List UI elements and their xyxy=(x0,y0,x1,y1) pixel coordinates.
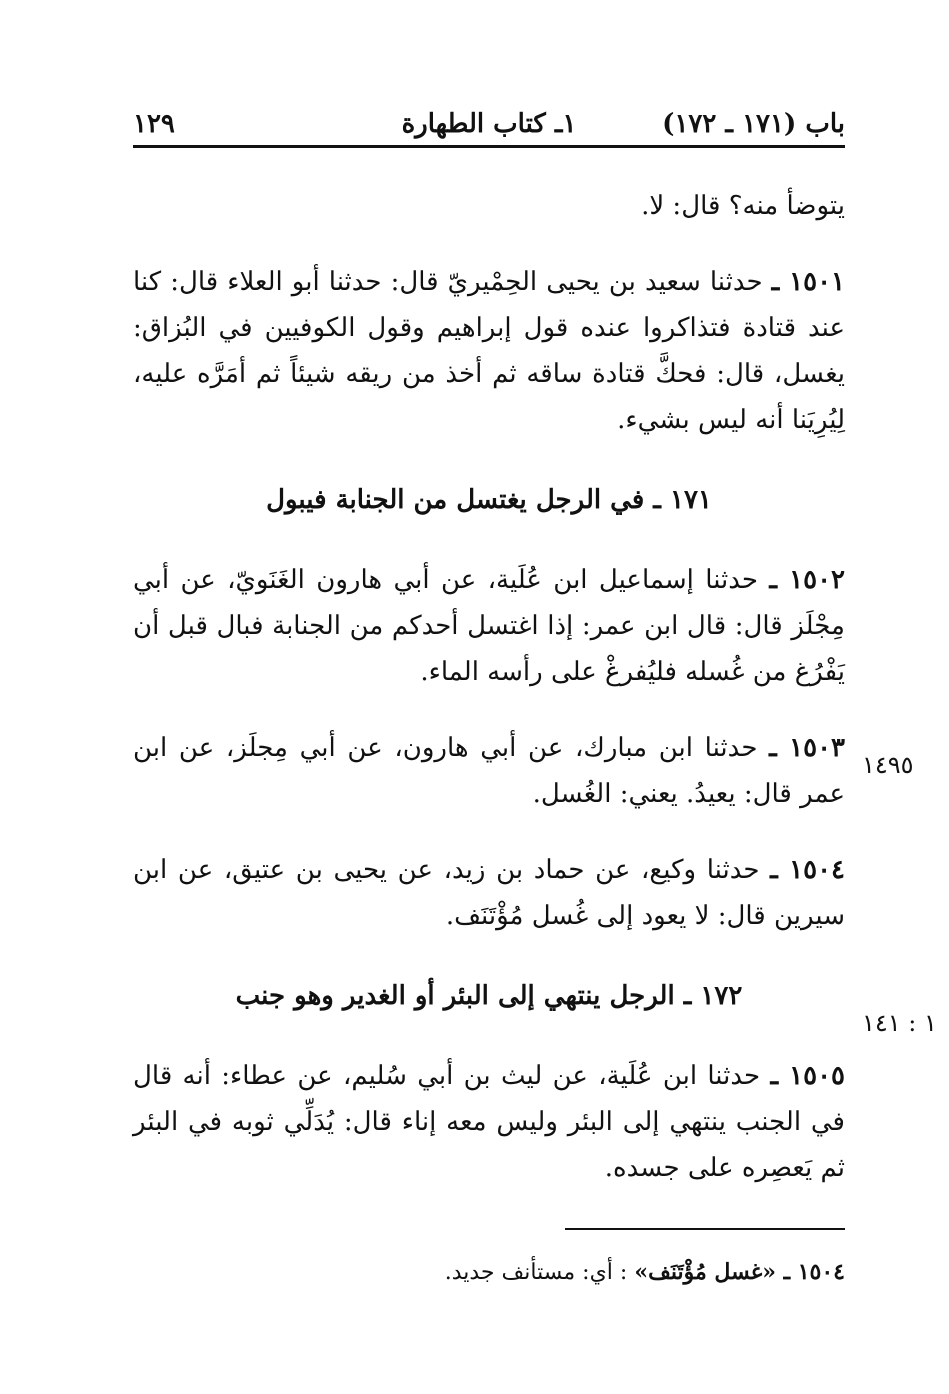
hadith-1505 xyxy=(133,1053,845,1191)
hadith-number: ١٥٠٣ ـ xyxy=(769,733,846,763)
hadith-text: حدثنا سعيد بن يحيى الحِمْيريّ قال: حدثنا أبو العلاء قال: كنا عند قتادة فتذاكروا عنده قول إبراهيم وقول الكوفيين في البُزاق: يغسل، قال: فحكَّ قتادة ساقه ثم أخذ من ريقه شيئاً ثم أمَرَّه عليه، لِيُرِيَنا أنه ليس بشيء. xyxy=(133,267,845,435)
hadith-text: حدثنا وكيع، عن حماد بن زيد، عن يحيى بن عتيق، عن ابن سيرين قال: لا يعود إلى غُسل مُؤْتَنَف. xyxy=(133,855,845,931)
page-body xyxy=(133,183,845,1191)
chapter-heading-171: ١٧١ ـ في الرجل يغتسل من الجنابة فيبول xyxy=(266,485,712,515)
header-book-title: ١ـ كتاب الطهارة xyxy=(401,109,577,139)
hadith-number: ١٥٠٥ ـ xyxy=(770,1061,846,1091)
margin-reference-volume: ١ : ١٤١ xyxy=(862,1009,937,1037)
opening-line: يتوضأ منه؟ قال: لا. xyxy=(641,191,845,221)
page-header xyxy=(133,100,845,148)
hadith-1503 xyxy=(133,725,845,817)
header-chapter-range: باب (١٧١ ـ ١٧٢) xyxy=(662,109,845,139)
hadith-1502 xyxy=(133,557,845,695)
header-page-number: ١٢٩ xyxy=(133,109,175,139)
footnote-rule xyxy=(565,1228,845,1230)
header-rule xyxy=(133,145,845,148)
footnote-ref: ١٥٠٤ ـ «غسل مُؤْتَنَف» xyxy=(634,1259,845,1285)
footnote-text: : أي: مستأنف جديد. xyxy=(444,1260,628,1285)
hadith-number: ١٥٠١ ـ xyxy=(771,267,845,297)
margin-reference-1495: ١٤٩٥ xyxy=(862,751,914,779)
hadith-number: ١٥٠٤ ـ xyxy=(770,855,845,885)
hadith-1504 xyxy=(133,847,845,939)
footnote xyxy=(133,1254,845,1291)
hadith-1501 xyxy=(133,259,845,443)
hadith-text: حدثنا ابن مبارك، عن أبي هارون، عن أبي مِجلَز، عن ابن عمر قال: يعيدُ. يعني: الغُسل. xyxy=(133,733,845,809)
chapter-heading-172: ١٧٢ ـ الرجل ينتهي إلى البئر أو الغدير وهو جنب xyxy=(235,981,743,1011)
hadith-text: حدثنا ابن عُلَية، عن ليث بن أبي سُليم، عن عطاء: أنه قال في الجنب ينتهي إلى البئر وليس معه إناء قال: يُدَلِّي ثوبه في البئر ثم يَعصِره على جسده. xyxy=(133,1061,845,1183)
hadith-text: حدثنا إسماعيل ابن عُلَية، عن أبي هارون الغَنَويّ، عن أبي مِجْلَز قال: قال ابن عمر: إذا اغتسل أحدكم من الجنابة فبال قبل أن يَفْرُغ من غُسله فليُفرغْ على رأسه الماء. xyxy=(133,565,845,687)
hadith-number: ١٥٠٢ ـ xyxy=(769,565,846,595)
